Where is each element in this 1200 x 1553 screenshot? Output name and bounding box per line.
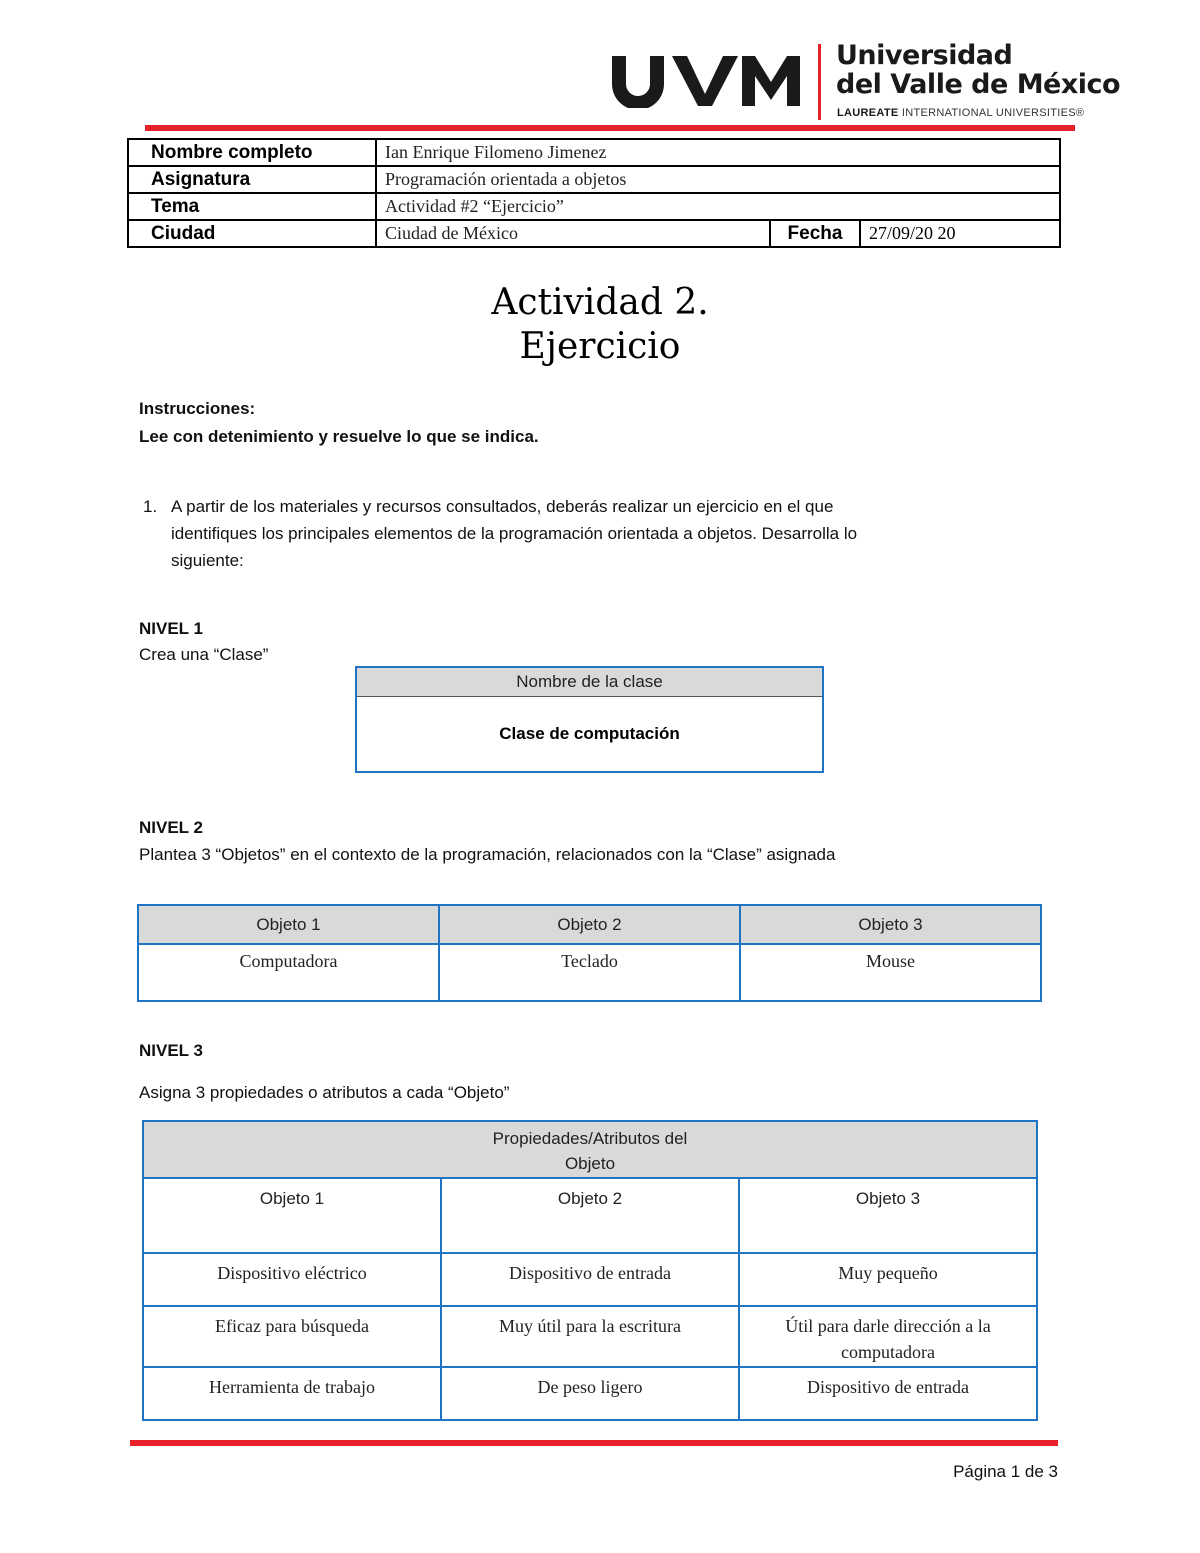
properties-row	[143, 1253, 1037, 1306]
logo-separator	[818, 44, 821, 120]
objects-value-cell: Computadora	[138, 944, 439, 1001]
info-row-asignatura	[128, 166, 1060, 193]
info-row-nombre	[128, 139, 1060, 166]
nivel2-text: Plantea 3 “Objetos” en el contexto de la programación, relacionados con la “Clase” asignada	[139, 845, 836, 864]
properties-header-line1: Propiedades/Atributos del	[492, 1129, 688, 1148]
properties-table	[142, 1120, 1038, 1421]
nivel2-heading: NIVEL 2	[139, 818, 203, 837]
properties-column-cell: Objeto 1	[143, 1178, 441, 1253]
class-box-header: Nombre de la clase	[357, 668, 822, 697]
header-red-rule	[145, 125, 1075, 131]
nivel1-heading: NIVEL 1	[139, 619, 203, 638]
nivel1-text: Crea una “Clase”	[139, 645, 269, 664]
properties-cell: Muy pequeño	[739, 1253, 1037, 1306]
class-box-value: Clase de computación	[499, 724, 680, 743]
properties-column-cell: Objeto 3	[739, 1178, 1037, 1253]
footer-red-rule	[130, 1440, 1058, 1446]
info-row-ciudad	[128, 220, 1060, 247]
item1-line1: A partir de los materiales y recursos consultados, deberás realizar un ejercicio en el que	[171, 497, 834, 516]
page-number: Página 1 de 3	[953, 1462, 1058, 1481]
properties-header-cell	[143, 1121, 1037, 1178]
ciudad-value: Ciudad de México	[376, 220, 770, 247]
item1-line3: siguiente:	[171, 551, 244, 570]
objects-table	[137, 904, 1042, 1002]
tema-label: Tema	[128, 193, 376, 220]
properties-column-cell: Objeto 2	[441, 1178, 739, 1253]
instructions-text: Lee con detenimiento y resuelve lo que se indica.	[139, 427, 539, 446]
properties-cell: Eficaz para búsqueda	[143, 1306, 441, 1367]
document-title-line2: Ejercicio	[519, 326, 681, 367]
nombre-label: Nombre completo	[128, 139, 376, 166]
objects-value-cell: Mouse	[740, 944, 1041, 1001]
objects-header-row	[138, 905, 1041, 944]
info-row-tema	[128, 193, 1060, 220]
properties-cell: Útil para darle dirección a la computadora	[739, 1306, 1037, 1367]
laureate-bold: LAUREATE	[837, 107, 899, 119]
university-name-line1: Universidad	[836, 40, 1013, 71]
laureate-rest: INTERNATIONAL UNIVERSITIES®	[898, 107, 1085, 119]
asignatura-value: Programación orientada a objetos	[376, 166, 1060, 193]
laureate-network	[837, 107, 1084, 119]
instructions-label: Instrucciones:	[139, 399, 256, 418]
properties-cell: Muy útil para la escritura	[441, 1306, 739, 1367]
properties-row	[143, 1367, 1037, 1420]
objects-header-cell: Objeto 3	[740, 905, 1041, 944]
item1-number: 1.	[143, 497, 158, 516]
properties-row	[143, 1306, 1037, 1367]
asignatura-label: Asignatura	[128, 166, 376, 193]
tema-value: Actividad #2 “Ejercicio”	[376, 193, 1060, 220]
objects-header-cell: Objeto 1	[138, 905, 439, 944]
properties-cell: Herramienta de trabajo	[143, 1367, 441, 1420]
fecha-value: 27/09/20 20	[860, 220, 1060, 247]
fecha-label: Fecha	[770, 220, 860, 247]
item1-line2: identifiques los principales elementos de la programación orientada a objetos. Desarrolla lo	[171, 524, 858, 543]
objects-value-cell: Teclado	[439, 944, 740, 1001]
university-name-line2: del Valle de México	[836, 69, 1121, 100]
properties-header-row	[143, 1121, 1037, 1178]
uvm-logo-mark	[608, 52, 804, 108]
objects-value-row	[138, 944, 1041, 1001]
nombre-value: Ian Enrique Filomeno Jimenez	[376, 139, 1060, 166]
ciudad-label: Ciudad	[128, 220, 376, 247]
nivel3-text: Asigna 3 propiedades o atributos a cada “Objeto”	[139, 1083, 510, 1102]
properties-header-line2: Objeto	[564, 1154, 616, 1173]
properties-cell: Dispositivo eléctrico	[143, 1253, 441, 1306]
nivel3-heading: NIVEL 3	[139, 1041, 203, 1060]
student-info-table	[127, 138, 1061, 248]
properties-cell: De peso ligero	[441, 1367, 739, 1420]
class-name-box	[355, 666, 824, 773]
properties-cell: Dispositivo de entrada	[739, 1367, 1037, 1420]
properties-column-row	[143, 1178, 1037, 1253]
objects-header-cell: Objeto 2	[439, 905, 740, 944]
document-title-line1: Actividad 2.	[491, 282, 709, 323]
properties-cell: Dispositivo de entrada	[441, 1253, 739, 1306]
